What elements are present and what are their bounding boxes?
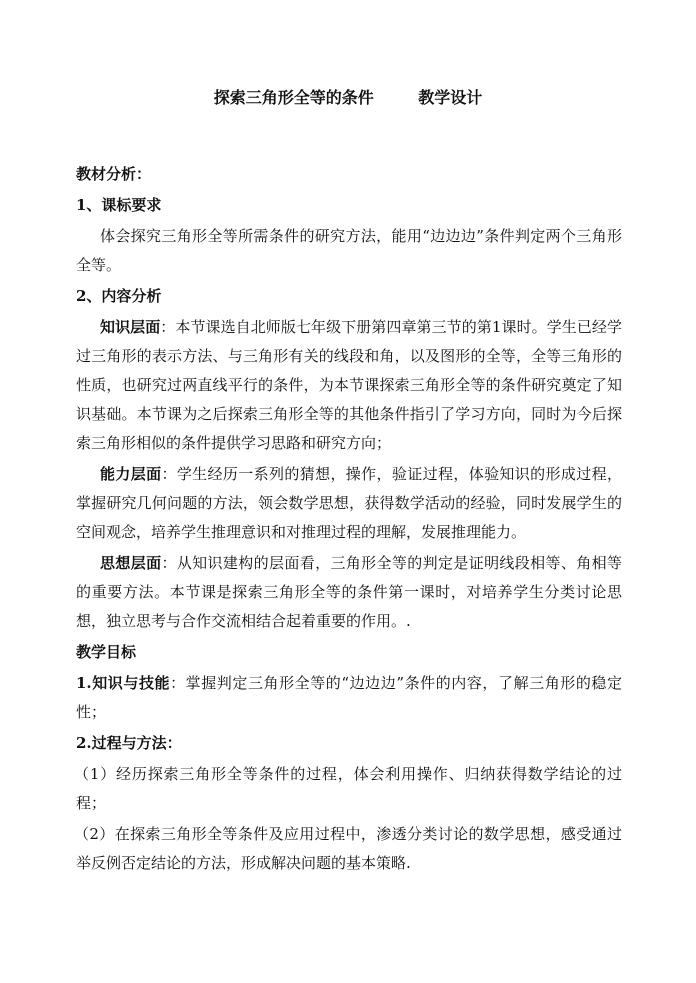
curriculum-requirement-paragraph: 体会探究三角形全等所需条件的研究方法，能用“边边边”条件判定两个三角形全等。 <box>76 227 622 274</box>
ability-text: ：学生经历一系列的猜想，操作，验证过程，体验知识的形成过程，掌握研究几何问题的方法，领会数学思想，获得数学活动的经验，同时发展学生的空间观念，培养学生推理意识和对推理过程的理解，发展推理能力。 <box>76 465 622 541</box>
thought-paragraph <box>76 549 622 636</box>
goal-knowledge-skills <box>76 669 622 727</box>
thought-label: 思想层面 <box>100 554 162 572</box>
ability-label: 能力层面 <box>100 465 162 483</box>
analysis-heading: 教材分析： <box>76 165 152 183</box>
curriculum-requirement-heading: 1、课标要求 <box>76 196 162 214</box>
goal-knowledge-skills-label: 1.知识与技能 <box>76 674 171 692</box>
document-body <box>76 160 622 878</box>
teaching-goals-heading: 教学目标 <box>76 643 137 661</box>
content-analysis-heading: 2、内容分析 <box>76 287 162 305</box>
goal-knowledge-skills-text: ：掌握判定三角形全等的“边边边”条件的内容，了解三角形的稳定性； <box>76 674 622 721</box>
knowledge-paragraph <box>76 313 622 458</box>
knowledge-text: ：本节课选自北师版七年级下册第四章第三节的第1课时。学生已经学过三角形的表示方法、与三角形有关的线段和角，以及图形的全等，全等三角形的性质，也研究过两直线平行的条件，为本节课探索三角形全等的条件研究奠定了知识基础。本节课为之后探索三角形全等的其他条件指引了学习方向，同时为今后探索三角形相似的条件提供学习思路和研究方向； <box>76 318 622 452</box>
goal-process-item-1: （1）经历探索三角形全等条件的过程，体会利用操作、归纳获得数学结论的过程； <box>74 765 622 812</box>
document-title: 探索三角形全等的条件 教学设计 <box>213 88 483 107</box>
goal-process-item-2: （2）在探索三角形全等条件及应用过程中，渗透分类讨论的数学思想，感受通过举反例否定结论的方法，形成解决问题的基本策略. <box>74 825 622 872</box>
thought-text: ：从知识建构的层面看，三角形全等的判定是证明线段相等、角相等的重要方法。本节课是探索三角形全等的条件第一课时，对培养学生分类讨论思想，独立思考与合作交流相结合起着重要的作用。. <box>76 554 622 630</box>
ability-paragraph <box>76 460 622 547</box>
knowledge-label: 知识层面 <box>100 318 161 336</box>
goal-process-methods-heading: 2.过程与方法： <box>76 734 182 752</box>
